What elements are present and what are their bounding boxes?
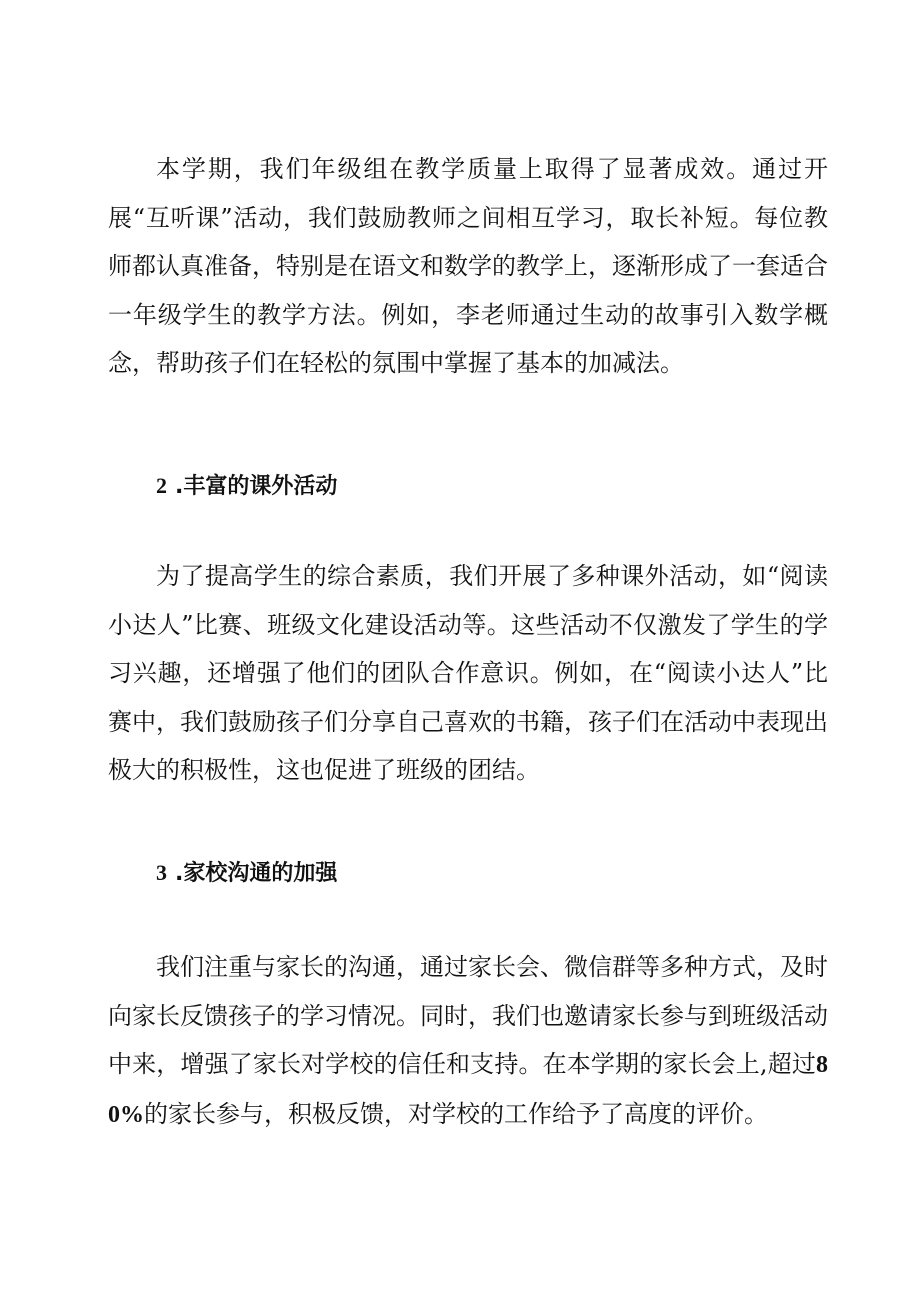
participation-rate: 80% (108, 1052, 828, 1128)
paragraph-text: 我们注重与家长的沟通，通过家长会、微信群等多种方式，及时向家长反馈孩子的学习情况。同时，我们也邀请家长参与到班级活动中来，增强了家长对学校的信任和支持。在本学期的家长会上,超过 (108, 953, 828, 1078)
section-number: 2 (156, 473, 167, 498)
section-title: .丰富的课外活动 (175, 474, 338, 499)
section-heading-activities (156, 471, 337, 502)
section-number: 3 (156, 860, 167, 885)
teaching-quality-paragraph: 本学期，我们年级组在教学质量上取得了显著成效。通过开展“互听课”活动，我们鼓励教师之间相互学习，取长补短。每位教师都认真准备，特别是在语文和数学的教学上，逐渐形成了一套适合一年级学生的教学方法。例如，李老师通过生动的故事引入数学概念，帮助孩子们在轻松的氛围中掌握了基本的加减法。 (108, 155, 828, 377)
paragraph-text: 的家长参与，积极反馈，对学校的工作给予了高度的评价。 (144, 1099, 768, 1128)
communication-paragraph (108, 943, 828, 1139)
section-heading-communication (156, 858, 337, 889)
activities-paragraph: 为了提高学生的综合素质，我们开展了多种课外活动，如“阅读小达人”比赛、班级文化建设活动等。这些活动不仅激发了学生的学习兴趣，还增强了他们的团队合作意识。例如，在“阅读小达人”比赛中，我们鼓励孩子们分享自己喜欢的书籍，孩子们在活动中表现出极大的积极性，这也促进了班级的团结。 (108, 562, 828, 784)
section-title: .家校沟通的加强 (175, 861, 338, 886)
